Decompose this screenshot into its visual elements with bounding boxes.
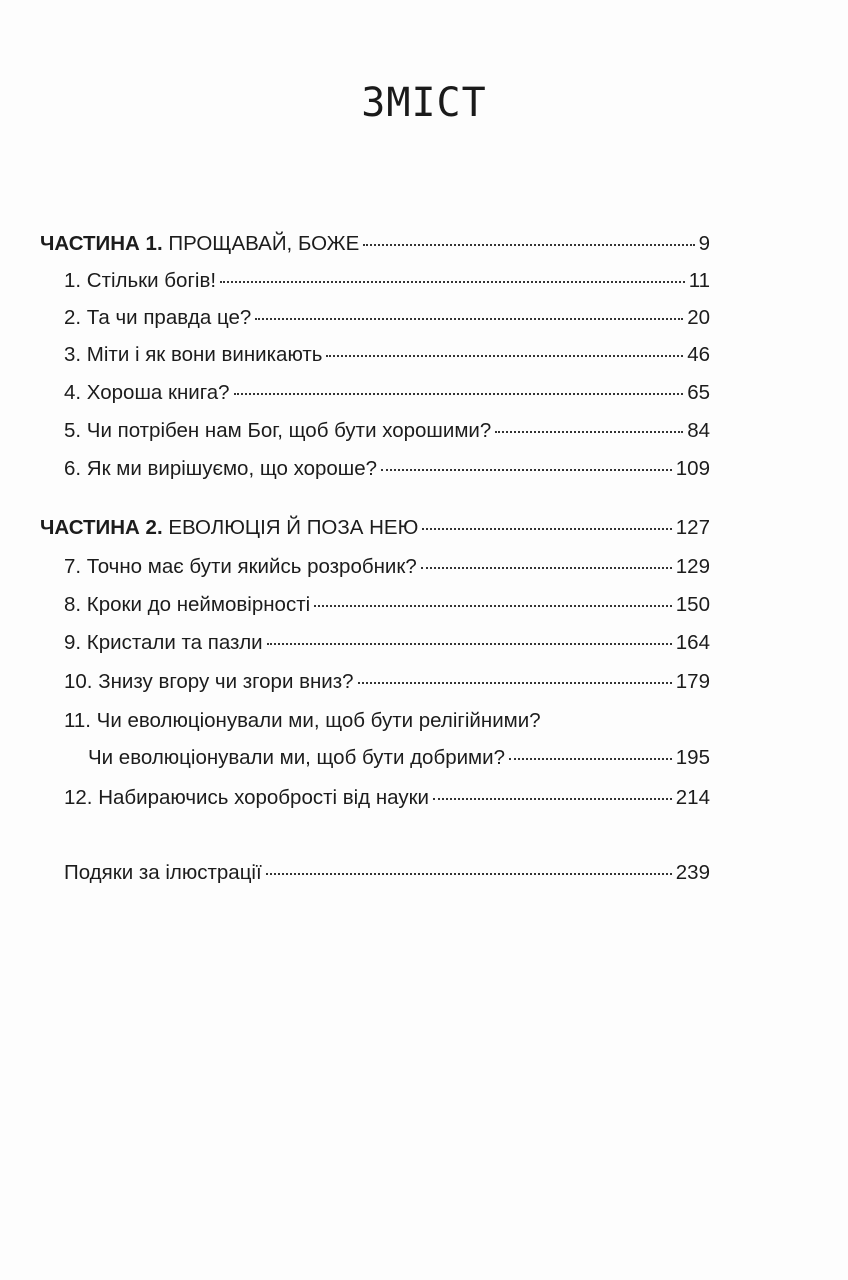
chapter-title: 3. Міти і як вони виникають xyxy=(64,343,323,366)
dot-leader xyxy=(267,643,672,645)
toc-chapter-10 xyxy=(64,669,710,695)
toc-chapter-6 xyxy=(64,456,710,482)
page-number: 164 xyxy=(675,631,710,654)
toc-chapter-11 xyxy=(88,745,710,771)
toc-part-2 xyxy=(40,515,710,541)
toc-chapter-2 xyxy=(64,305,710,331)
part-prefix: ЧАСТИНА 2. xyxy=(40,516,163,539)
page-title: ЗМІСТ xyxy=(361,80,487,126)
page-number: 129 xyxy=(675,555,710,578)
dot-leader xyxy=(381,469,672,471)
page-number: 214 xyxy=(675,786,710,809)
toc-chapter-9 xyxy=(64,630,710,656)
chapter-title: 2. Та чи правда це? xyxy=(64,306,252,329)
toc-chapter-1 xyxy=(64,268,710,294)
chapter-title: 6. Як ми вирішуємо, що хороше? xyxy=(64,457,378,480)
toc-chapter-7 xyxy=(64,554,710,580)
page-number: 20 xyxy=(687,306,710,329)
chapter-title: 5. Чи потрібен нам Бог, щоб бути хорошими? xyxy=(64,419,492,442)
page-number: 46 xyxy=(687,343,710,366)
page-number: 179 xyxy=(675,670,710,693)
page-number: 127 xyxy=(675,516,710,539)
toc-chapter-11-line-1: 11. Чи еволюціонували ми, щоб бути релігійними? xyxy=(64,709,541,732)
dot-leader xyxy=(220,281,685,283)
chapter-title: 9. Кристали та пазли xyxy=(64,631,263,654)
dot-leader xyxy=(358,682,672,684)
toc-chapter-3 xyxy=(64,342,710,368)
dot-leader xyxy=(421,567,672,569)
chapter-title: 1. Стільки богів! xyxy=(64,269,217,292)
dot-leader xyxy=(314,605,672,607)
dot-leader xyxy=(509,758,672,760)
chapter-title-continuation: Чи еволюціонували ми, щоб бути добрими? xyxy=(88,746,505,769)
dot-leader xyxy=(433,798,672,800)
acknowledgements-title: Подяки за ілюстрації xyxy=(64,861,262,884)
chapter-title: 4. Хороша книга? xyxy=(64,381,230,404)
page-number: 239 xyxy=(675,861,710,884)
chapter-title: 12. Набираючись хоробрості від науки xyxy=(64,786,429,809)
dot-leader xyxy=(495,431,683,433)
toc-chapter-5 xyxy=(64,418,710,444)
chapter-title: 10. Знизу вгору чи згори вниз? xyxy=(64,670,354,693)
dot-leader xyxy=(255,318,683,320)
page-number: 65 xyxy=(687,381,710,404)
part-title: ПРОЩАВАЙ, БОЖЕ xyxy=(168,232,360,255)
dot-leader xyxy=(234,393,684,395)
chapter-title: 8. Кроки до неймовірності xyxy=(64,593,311,616)
toc-part-1 xyxy=(40,231,710,257)
page-number: 195 xyxy=(675,746,710,769)
toc-acknowledgements xyxy=(64,860,710,886)
dot-leader xyxy=(422,528,671,530)
toc-chapter-4 xyxy=(64,380,710,406)
page-number: 11 xyxy=(688,269,710,292)
part-prefix: ЧАСТИНА 1. xyxy=(40,232,163,255)
part-title: ЕВОЛЮЦІЯ Й ПОЗА НЕЮ xyxy=(168,516,419,539)
toc-chapter-8 xyxy=(64,592,710,618)
dot-leader xyxy=(326,355,683,357)
chapter-title: 7. Точно має бути якийсь розробник? xyxy=(64,555,417,578)
dot-leader xyxy=(363,244,694,246)
page-number: 109 xyxy=(675,457,710,480)
page-number: 84 xyxy=(687,419,710,442)
page-number: 150 xyxy=(675,593,710,616)
page-number: 9 xyxy=(698,232,710,255)
toc-chapter-12 xyxy=(64,785,710,811)
dot-leader xyxy=(266,873,672,875)
